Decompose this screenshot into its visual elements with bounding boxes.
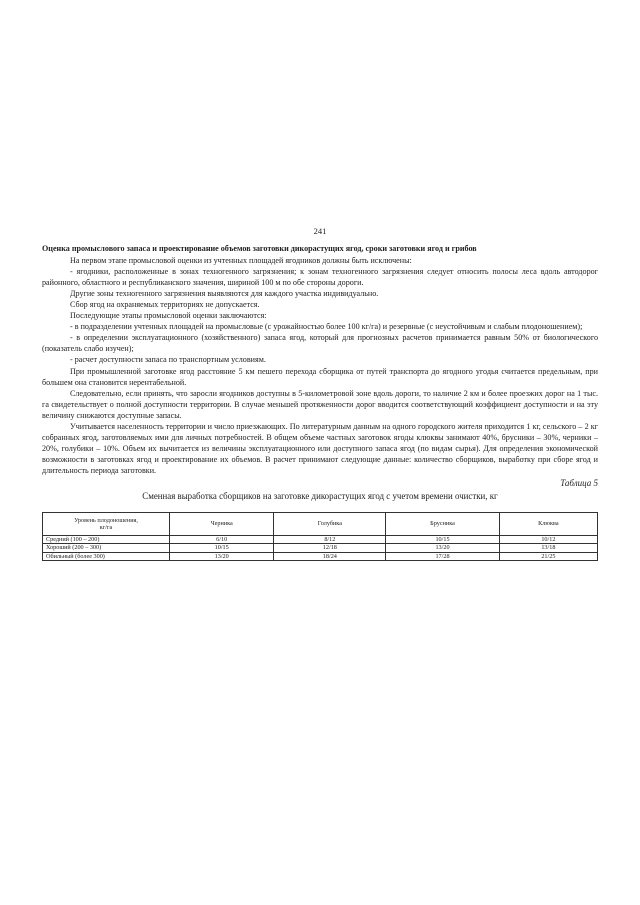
table-cell: 10/15 xyxy=(386,536,499,544)
table-row xyxy=(43,544,598,552)
table-cell: 17/28 xyxy=(386,552,499,560)
table-cell: 13/18 xyxy=(499,544,597,552)
paragraph: - ягодники, расположенные в зонах техногенного загрязнения; к зонам техногенного загрязнения следует относить полосы леса вдоль автодорог районного, областного и республиканского значения, шириной 100 м по обе стороны дороги. xyxy=(42,267,598,288)
paragraph: При промышленной заготовке ягод расстояние 5 км пешего перехода сборщика от путей транспорта до ягодного угодья считается предельным, при большем она становится нерентабельной. xyxy=(42,366,598,387)
header-col-blueberry: Голубика xyxy=(274,513,386,536)
table-row xyxy=(43,536,598,544)
paragraph: Другие зоны техногенного загрязнения выявляются для каждого участка индивидуально. xyxy=(70,289,379,299)
table-cell: 10/15 xyxy=(170,544,274,552)
page-number: 241 xyxy=(313,226,327,236)
table-cell: 12/18 xyxy=(274,544,386,552)
header-level-line1: Уровень плодоношения, xyxy=(74,516,138,524)
table-cell-level: Средний (100 – 200) xyxy=(43,536,170,544)
table-cell: 18/24 xyxy=(274,552,386,560)
paragraph: - расчет доступности запаса по транспортным условиям. xyxy=(70,355,266,365)
document-body xyxy=(42,243,598,561)
paragraph: - в подразделении учтенных площадей на промысловые (с урожайностью более 100 кг/га) и резервные (с неустойчивым и слабым плодоношением); xyxy=(70,322,583,332)
paragraph: Последующие этапы промысловой оценки заключаются: xyxy=(70,311,267,321)
header-col-cranberry: Клюква xyxy=(499,513,597,536)
table-cell: 21/25 xyxy=(499,552,597,560)
paragraph: Сбор ягод на охраняемых территориях не допускается. xyxy=(70,300,260,310)
yield-table xyxy=(42,512,598,561)
table-header-row xyxy=(43,513,598,536)
table-cell: 13/20 xyxy=(170,552,274,560)
table-cell-level: Обильный (более 300) xyxy=(43,552,170,560)
table-cell: 13/20 xyxy=(386,544,499,552)
paragraph: Следовательно, если принять, что заросли ягодников доступны в 5-километровой зоне вдоль дороги, то наличие 2 км и более проезжих дорог на 1 тыс. га свидетельствует о полной доступности территории. В случае меньшей протяженности дорог вводится соответствующий коэффициент доступности и на эту величину снижаются доступные запасы. xyxy=(42,388,598,420)
paragraph: На первом этапе промысловой оценки из учтенных площадей ягодников должны быть исключены: xyxy=(70,256,412,266)
table-cell-level: Хороший (200 – 300) xyxy=(43,544,170,552)
paragraph: Учитывается населенность территории и число приезжающих. По литературным данным на одного городского жителя приходится 1 кг, сельского – 2 кг собранных ягод, заготовляемых ими для личных потребностей. В общем объеме частных заготовок ягоды клюквы занимают 40%, брусники – 30%, черники – 20%, голубики – 10%. Объем их вычитается из величины эксплуатационного или доступного запаса ягод (по видам сырья). Для определения экономической возможности в заготовках ягод и проектирование их объемов. В расчет принимают следующие данные: количество сборщиков, выработку при сборе ягод и длительность периода заготовки. xyxy=(42,421,598,475)
table-label: Таблица 5 xyxy=(560,477,598,488)
table-cell: 8/12 xyxy=(274,536,386,544)
table-cell: 6/10 xyxy=(170,536,274,544)
table-cell: 10/12 xyxy=(499,536,597,544)
header-level xyxy=(43,513,170,536)
table-row xyxy=(43,552,598,560)
paragraph: - в определении эксплуатационного (хозяйственного) запаса ягод, который для прогнозных расчетов принимается равным 50% от биологического (показатель слабо изучен); xyxy=(42,333,598,354)
header-col-bilberry: Черника xyxy=(170,513,274,536)
header-col-lingonberry: Брусника xyxy=(386,513,499,536)
section-heading: Оценка промыслового запаса и проектирование объемов заготовки дикорастущих ягод, сроки заготовки ягод и грибов xyxy=(42,244,477,253)
table-caption: Сменная выработка сборщиков на заготовке дикорастущих ягод с учетом времени очистки, кг xyxy=(142,491,498,502)
header-level-line2: кг/га xyxy=(99,524,113,532)
